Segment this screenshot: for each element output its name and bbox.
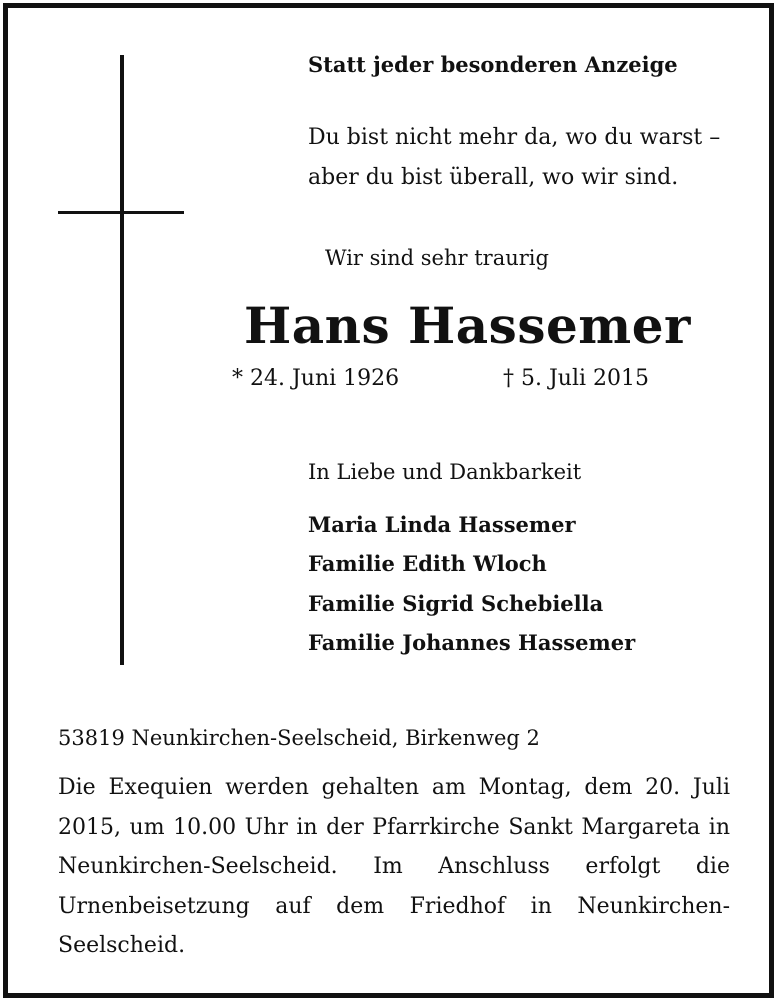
quote-line-1: Du bist nicht mehr da, wo du warst – (308, 125, 721, 150)
love-line: In Liebe und Dankbarkeit (308, 460, 582, 484)
birth-date: * 24. Juni 1926 (232, 366, 400, 391)
address-line: 53819 Neunkirchen-Seelscheid, Birkenweg 2 (58, 726, 540, 750)
mourner-name: Familie Johannes Hassemer (308, 630, 636, 655)
quote-line-2: aber du bist überall, wo wir sind. (308, 165, 679, 190)
deceased-name: Hans Hassemer (244, 296, 691, 355)
death-date: † 5. Juli 2015 (503, 366, 650, 391)
mourner-name: Familie Edith Wloch (308, 551, 547, 576)
mourner-name: Familie Sigrid Schebiella (308, 591, 604, 616)
sad-line: Wir sind sehr traurig (325, 246, 549, 270)
cross-horizontal-bar (58, 211, 184, 214)
mourner-name: Maria Linda Hassemer (308, 512, 576, 537)
cross-vertical-bar (120, 55, 124, 665)
obituary-frame (3, 3, 774, 998)
notice-headline: Statt jeder besonderen Anzeige (308, 52, 678, 77)
service-details: Die Exequien werden gehalten am Montag, dem 20. Juli 2015, um 10.00 Uhr in der Pfarrkirche Sankt Margareta in Neunkirchen-Seelscheid. Im Anschluss erfolgt die Urnenbeisetzung auf dem Friedhof in Neunkirchen-Seelscheid. (58, 775, 730, 958)
